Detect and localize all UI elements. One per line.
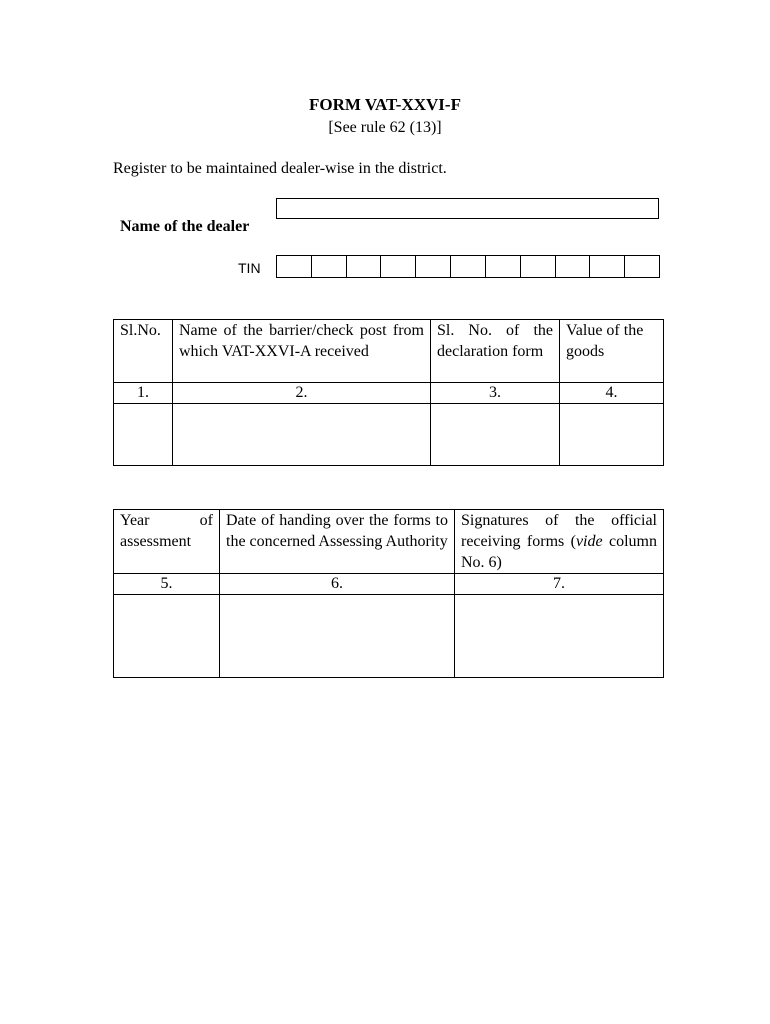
tin-digit-box[interactable] — [312, 256, 347, 277]
signatures-column-ref: column No. 6) — [461, 533, 657, 571]
header-sl-no: Sl.No. — [114, 320, 173, 383]
header-barrier-name: Name of the barrier/check post from which VAT-XXVI-A received — [173, 320, 431, 383]
form-title: FORM VAT-XXVI-F — [309, 95, 461, 114]
barrier-register-table — [113, 319, 664, 466]
header-signatures — [455, 510, 664, 574]
column-number: 2. — [173, 383, 431, 404]
table-cell-empty[interactable] — [220, 595, 455, 678]
tin-field[interactable] — [276, 255, 660, 278]
rule-reference: [See rule 62 (13)] — [328, 119, 442, 136]
tin-digit-box[interactable] — [521, 256, 556, 277]
tin-digit-box[interactable] — [451, 256, 486, 277]
table-cell-empty[interactable] — [114, 595, 220, 678]
header-date-of-handing-over: Date of handing over the forms to the concerned Assessing Authority — [220, 510, 455, 574]
header-value-of-goods: Value of the goods — [560, 320, 664, 383]
signatures-vide: vide — [575, 533, 603, 550]
assessment-handover-table — [113, 509, 664, 678]
tin-digit-box[interactable] — [416, 256, 451, 277]
table-cell-empty[interactable] — [114, 404, 173, 466]
tin-digit-box[interactable] — [486, 256, 521, 277]
tin-digit-box[interactable] — [556, 256, 591, 277]
column-number: 6. — [220, 574, 455, 595]
tin-digit-box[interactable] — [381, 256, 416, 277]
column-number: 4. — [560, 383, 664, 404]
table-cell-empty[interactable] — [431, 404, 560, 466]
tin-digit-box[interactable] — [590, 256, 625, 277]
column-number: 7. — [455, 574, 664, 595]
column-number: 5. — [114, 574, 220, 595]
dealer-name-field[interactable] — [276, 198, 659, 219]
dealer-name-label: Name of the dealer — [120, 218, 250, 235]
tin-digit-box[interactable] — [347, 256, 382, 277]
header-year-of-assessment: Year of assessment — [114, 510, 220, 574]
signatures-text: Signatures of the official receiving forms ( — [461, 512, 657, 550]
header-declaration-sl-no: Sl. No. of the declaration form — [431, 320, 560, 383]
column-number: 3. — [431, 383, 560, 404]
table-cell-empty[interactable] — [560, 404, 664, 466]
tin-label: TIN — [238, 260, 261, 276]
tin-digit-box[interactable] — [277, 256, 312, 277]
table-cell-empty[interactable] — [455, 595, 664, 678]
table-cell-empty[interactable] — [173, 404, 431, 466]
tin-digit-box[interactable] — [625, 256, 659, 277]
register-note: Register to be maintained dealer-wise in the district. — [113, 160, 447, 177]
column-number: 1. — [114, 383, 173, 404]
